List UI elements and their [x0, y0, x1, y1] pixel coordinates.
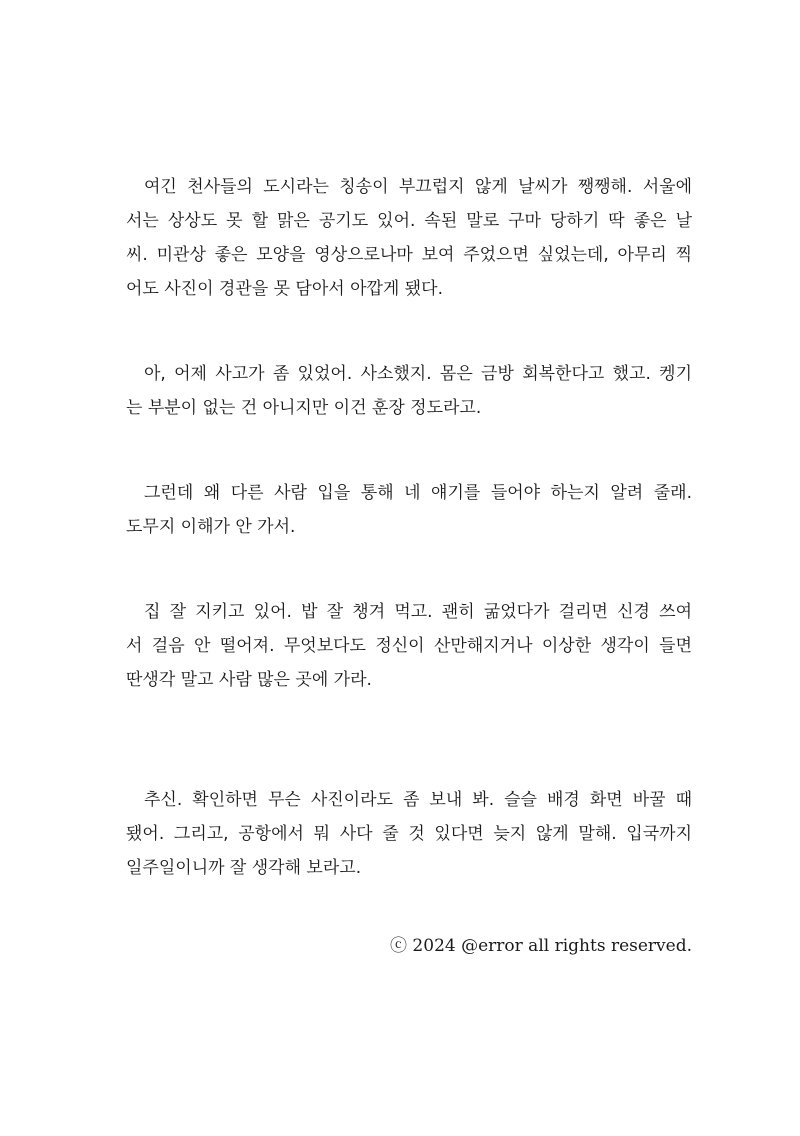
paragraph-line: 도무지 이해가 안 가서.	[126, 517, 296, 537]
paragraph-4	[108, 595, 692, 697]
paragraph-spacer	[108, 425, 692, 476]
paragraph-line: 추신. 확인하면 무슨 사진이라도 좀 보내 봐. 슬슬 배경 화면 바꿀 때	[144, 790, 692, 810]
paragraph-line: 됐어. 그리고, 공항에서 뭐 사다 줄 것 있다면 늦지 않게 말해. 입국까지	[126, 824, 692, 844]
paragraph-spacer	[108, 544, 692, 595]
paragraph-5-postscript	[108, 783, 692, 885]
paragraph-2	[108, 357, 692, 425]
paragraph-line: 딴생각 말고 사람 많은 곳에 가라.	[126, 670, 372, 690]
paragraph-line: 서 걸음 안 떨어져. 무엇보다도 정신이 산만해지거나 이상한 생각이 들면	[126, 636, 692, 656]
paragraph-line: 그런데 왜 다른 사람 입을 통해 네 얘기를 들어야 하는지 알려 줄래.	[144, 483, 692, 503]
paragraph-line: 씨. 미관상 좋은 모양을 영상으로나마 보여 주었으면 싶었는데, 아무리 찍	[126, 245, 692, 265]
paragraph-3	[108, 476, 692, 544]
paragraph-line: 일주일이니까 잘 생각해 보라고.	[126, 858, 362, 878]
paragraph-line: 서는 상상도 못 할 맑은 공기도 있어. 속된 말로 구마 당하기 딱 좋은 날	[126, 211, 692, 231]
copyright-notice: ⓒ 2024 @error all rights reserved.	[390, 936, 692, 956]
paragraph-1	[108, 170, 692, 306]
paragraph-line: 아, 어제 사고가 좀 있었어. 사소했지. 몸은 금방 회복한다고 했고. 켕기	[144, 364, 692, 384]
paragraph-line: 는 부분이 없는 건 아니지만 이건 훈장 정도라고.	[126, 398, 482, 418]
paragraph-line: 집 잘 지키고 있어. 밥 잘 챙겨 먹고. 괜히 굶었다가 걸리면 신경 쓰여	[144, 602, 692, 622]
paragraph-line: 어도 사진이 경관을 못 담아서 아깝게 됐다.	[126, 279, 444, 299]
paragraph-line: 여긴 천사들의 도시라는 칭송이 부끄럽지 않게 날씨가 쨍쨍해. 서울에	[144, 177, 692, 197]
letter-body	[108, 170, 692, 885]
paragraph-spacer	[108, 306, 692, 357]
paragraph-spacer	[108, 697, 692, 783]
